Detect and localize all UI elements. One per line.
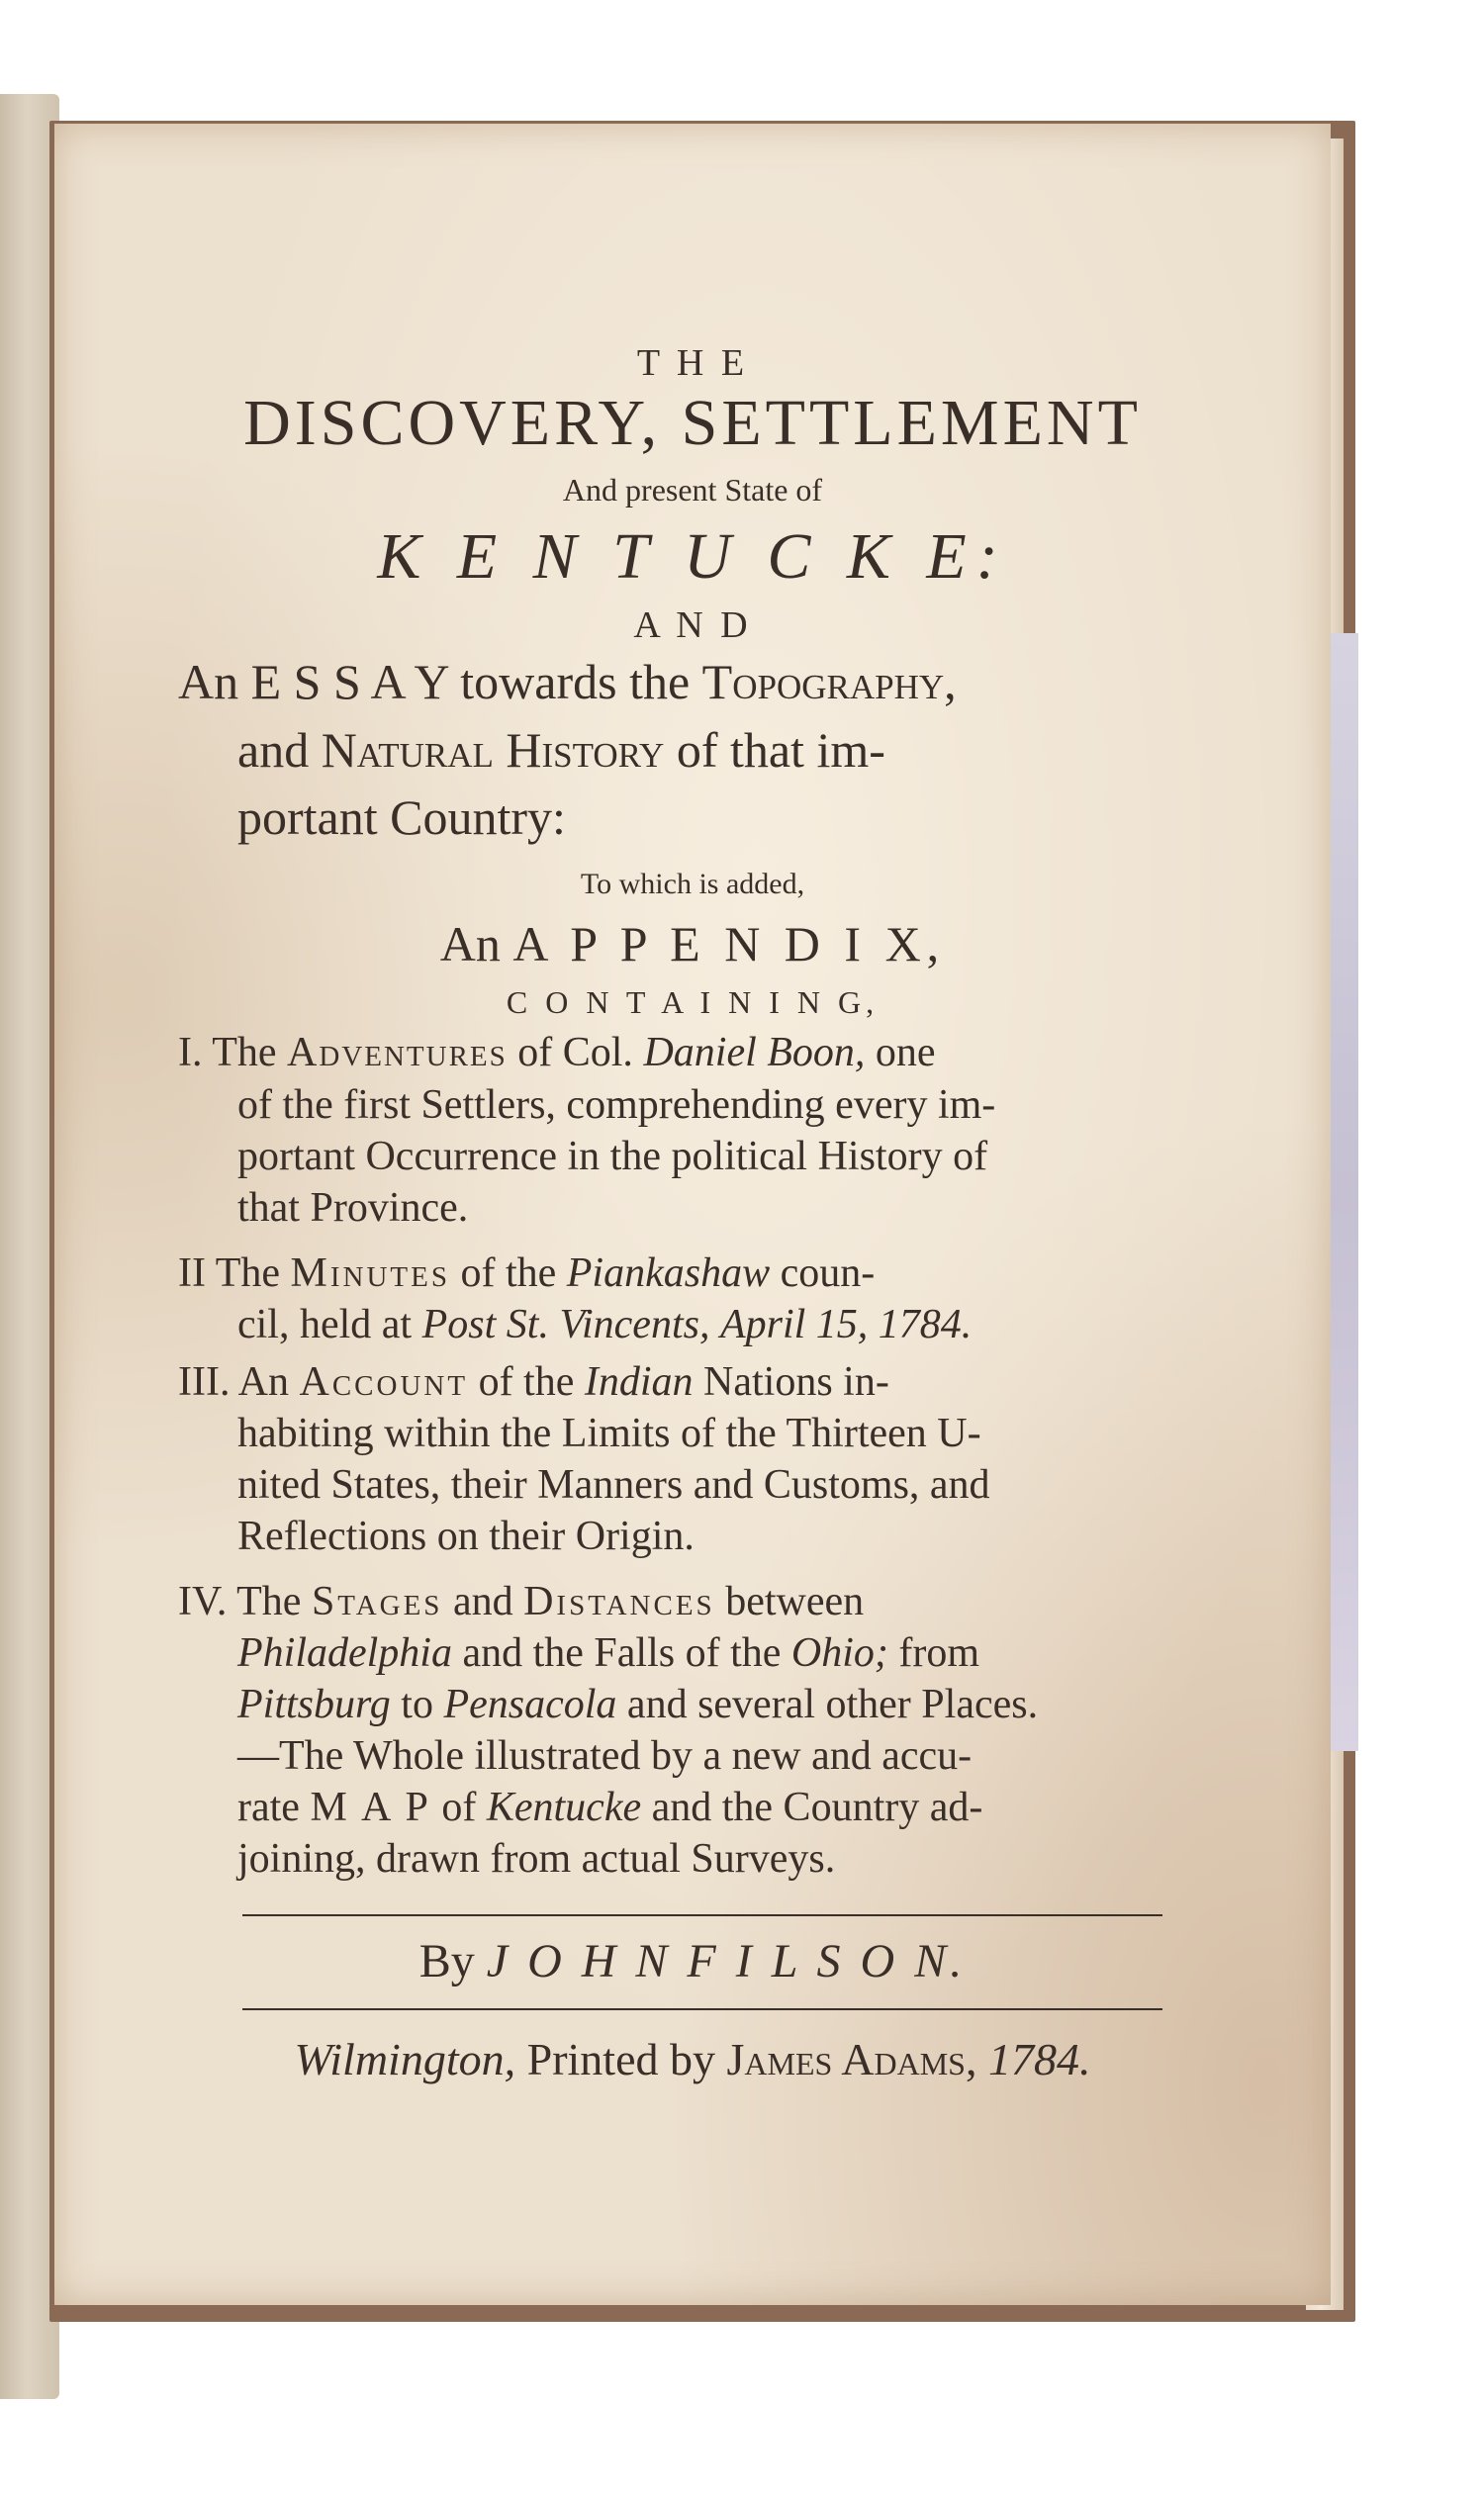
item-iv-line-5 xyxy=(237,1784,982,1831)
item-ii-text-c: coun- xyxy=(780,1250,876,1296)
item-i-adventures: Adventures xyxy=(287,1030,508,1075)
title-and: A N D xyxy=(633,604,752,646)
item-ii-date: April 15, 1784. xyxy=(719,1302,973,1347)
item-ii-piankashaw: Piankashaw xyxy=(566,1250,771,1296)
item-iv-rate: rate xyxy=(237,1785,300,1830)
item-iv-map: M A P xyxy=(310,1785,431,1830)
appendix-word: A P P E N D I X, xyxy=(512,916,946,971)
essay-line-3: portant Country: xyxy=(237,789,566,845)
title-page xyxy=(54,124,1331,2305)
appendix-an: An xyxy=(439,916,501,971)
title-the: T H E xyxy=(636,342,749,384)
item-ii-held-at: cil, held at xyxy=(237,1302,413,1347)
item-i-text-a: The xyxy=(212,1030,277,1075)
essay-and: and xyxy=(237,722,310,778)
essay-line-2 xyxy=(237,721,885,779)
item-ii-minutes: Minutes xyxy=(290,1250,450,1296)
item-i-line-3: portant Occurrence in the political History of xyxy=(237,1134,988,1179)
item-iv-text-c: between xyxy=(725,1579,865,1624)
item-i-daniel-boon: Daniel Boon, xyxy=(643,1030,866,1075)
item-iv-line-3 xyxy=(237,1681,1038,1728)
item-ii-text-a: The xyxy=(215,1250,281,1296)
essay-towards: towards the xyxy=(460,654,691,709)
essay-line-1 xyxy=(178,653,957,710)
item-iii-indian: Indian xyxy=(584,1359,694,1405)
imprint-printer: James Adams, xyxy=(726,2034,977,2084)
essay-of-that: of that im- xyxy=(676,722,885,778)
item-i-line-4: that Province. xyxy=(237,1185,469,1231)
item-iv-text-a: The xyxy=(236,1579,302,1624)
item-i-number: I. xyxy=(178,1030,203,1075)
item-ii-number: II xyxy=(178,1250,206,1296)
item-iv-stages: Stages xyxy=(311,1579,443,1624)
item-ii-post-st-vincents: Post St. Vincents, xyxy=(421,1302,710,1347)
item-i-text-c: one xyxy=(875,1030,936,1075)
item-iii-number: III. xyxy=(178,1359,231,1405)
imprint-year: 1784. xyxy=(987,2034,1091,2084)
item-iv-falls: and the Falls of the xyxy=(462,1630,782,1676)
title-present-state: And present State of xyxy=(562,472,823,508)
imprint-place: Wilmington, xyxy=(294,2034,516,2084)
containing: C O N T A I N I N G, xyxy=(506,984,880,1020)
rule-bottom xyxy=(242,2008,1162,2010)
item-iii-text-b: of the xyxy=(478,1359,575,1405)
item-iv-to: to xyxy=(401,1682,433,1727)
item-iii-text-a: An xyxy=(237,1359,289,1405)
item-ii-text-b: of the xyxy=(460,1250,557,1296)
item-iv-distances: Distances xyxy=(523,1579,715,1624)
rule-top xyxy=(242,1914,1162,1916)
item-iv-line-6: joining, drawn from actual Surveys. xyxy=(237,1836,836,1882)
title-discovery: DISCOVERY, SETTLEMENT xyxy=(243,387,1142,459)
item-iv-line-2 xyxy=(237,1629,979,1677)
item-ii-line-1 xyxy=(178,1249,875,1297)
item-iii-text-c: Nations in- xyxy=(703,1359,889,1405)
item-iv-pensacola: Pensacola xyxy=(443,1682,617,1727)
item-iv-text-b: and xyxy=(452,1579,513,1624)
item-iii-line-1 xyxy=(178,1358,889,1406)
item-iii-account: Account xyxy=(299,1359,469,1405)
byline-by: By xyxy=(418,1935,475,1987)
item-i-line-1 xyxy=(178,1029,936,1076)
item-i-line-2: of the first Settlers, comprehending every im- xyxy=(237,1082,996,1128)
item-iv-other-places: and several other Places. xyxy=(626,1682,1039,1727)
item-iv-kentucke: Kentucke xyxy=(486,1785,642,1830)
essay-word: E S S A Y xyxy=(250,654,448,709)
to-which-is-added: To which is added, xyxy=(580,868,805,900)
item-iv-of: of xyxy=(441,1785,477,1830)
appendix-line xyxy=(54,915,1331,972)
item-iv-number: IV. xyxy=(178,1579,228,1624)
item-iv-country: and the Country ad- xyxy=(651,1785,983,1830)
title-kentucke: K E N T U C K E: xyxy=(377,520,1008,593)
item-i-text-b: of Col. xyxy=(517,1030,633,1075)
essay-topography: Topography, xyxy=(701,654,957,709)
item-iii-line-4: Reflections on their Origin. xyxy=(237,1514,695,1559)
byline xyxy=(54,1934,1331,1988)
imprint xyxy=(54,2033,1331,2085)
marbled-endpaper xyxy=(1331,633,1358,1751)
essay-natural-history: Natural History xyxy=(321,722,665,778)
item-iii-line-2: habiting within the Limits of the Thirteen U- xyxy=(237,1411,981,1456)
item-iv-ohio: Ohio; xyxy=(790,1630,888,1676)
essay-an: An xyxy=(178,654,239,709)
item-ii-line-2 xyxy=(237,1301,972,1348)
item-iv-line-1 xyxy=(178,1578,864,1625)
item-iv-pittsburg: Pittsburg xyxy=(237,1682,391,1727)
item-iv-philadelphia: Philadelphia xyxy=(237,1630,452,1676)
author-name: J O H N F I L S O N. xyxy=(486,1935,967,1987)
imprint-printed-by: Printed by xyxy=(526,2034,716,2084)
item-iv-from: from xyxy=(898,1630,980,1676)
item-iii-line-3: nited States, their Manners and Customs, and xyxy=(237,1462,990,1508)
item-iv-line-4: —The Whole illustrated by a new and accu- xyxy=(237,1733,973,1779)
